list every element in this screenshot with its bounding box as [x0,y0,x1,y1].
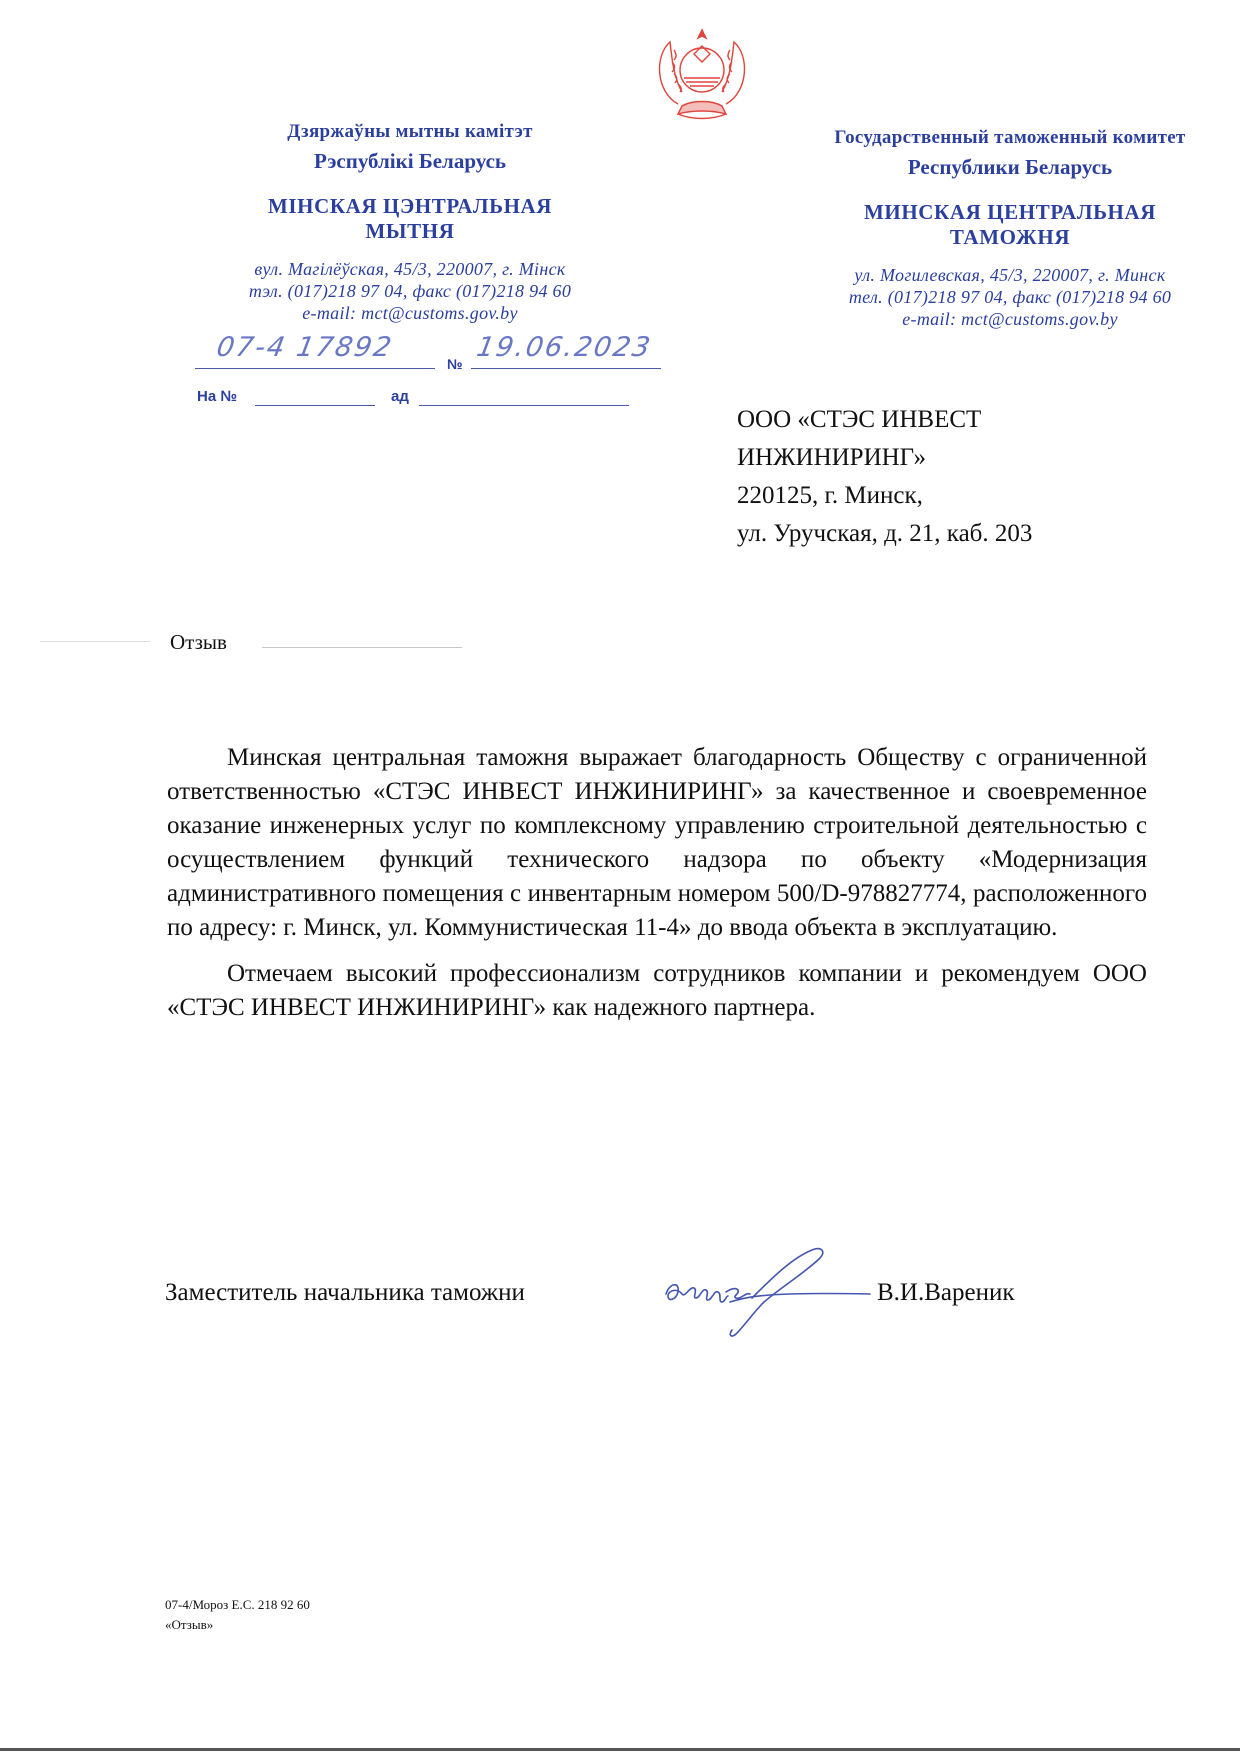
body-paragraph-2: Отмечаем высокий профессионализм сотрудников компании и рекомендуем ООО «СТЭС ИНВЕСТ ИНЖИНИРИНГ» как надежного партнера. [167,960,1147,1021]
signatory-name: В.И.Вареник [877,1279,1015,1306]
footer [165,1595,310,1635]
reference-ad-label: ад [391,388,409,405]
phone-ru: тел. (017)218 97 04, факс (017)218 94 60 [848,287,1172,307]
recipient-line4: ул. Уручская, д. 21, каб. 203 [737,520,1033,547]
coat-of-arms-icon [648,26,756,124]
letterhead-belarusian [190,118,630,324]
scan-mark [40,641,150,642]
outgoing-number-block [195,334,665,374]
address-by: вул. Магілёўская, 45/3, 220007, г. Мінск [254,259,566,279]
outgoing-date: 19.06.2023 [474,332,655,363]
signatory-title: Заместитель начальника таможни [165,1279,525,1306]
document-name: «Отзыв» [165,1617,214,1632]
customs-name-ru-line2: ТАМОЖНЯ [949,225,1071,249]
phone-by: тэл. (017)218 97 04, факс (017)218 94 60 [248,281,572,301]
body-paragraph-1: Минская центральная таможня выражает благодарность Обществу с ограниченной ответственностью «СТЭС ИНВЕСТ ИНЖИНИРИНГ» за качественное и своевременное оказание инженерных услуг по комплексному управлению строительной деятельностью с осуществлением функций технического надзора по объекту «Модернизация административного помещения с инвентарным номером 500/D-978827774, расположенного по адресу: г. Минск, ул. Коммунистическая 11-4» до ввода объекта в эксплуатацию. [167,744,1147,941]
email-by: e-mail: mct@customs.gov.by [302,303,518,323]
subject-underline [262,647,462,648]
reference-na-label: На № [197,388,238,405]
outgoing-number-line [195,368,435,369]
org-name-by: Дзяржаўны мытны камітэт [287,121,533,142]
executor-info: 07-4/Мороз Е.С. 218 92 60 [165,1597,310,1612]
recipient-line2: ИНЖИНИРИНГ» [737,444,927,471]
customs-name-by-line2: МЫТНЯ [365,219,455,243]
email-ru: e-mail: mct@customs.gov.by [902,309,1118,329]
outgoing-number: 07-4 17892 [214,332,396,363]
reference-number-line [255,405,375,406]
recipient-address [737,401,1177,553]
customs-name-ru-line1: МИНСКАЯ ЦЕНТРАЛЬНАЯ [863,200,1157,224]
address-ru: ул. Могилевская, 45/3, 220007, г. Минск [854,265,1166,285]
customs-name-by-line1: МІНСКАЯ ЦЭНТРАЛЬНАЯ [267,194,553,218]
country-name-ru: Республики Беларусь [907,155,1113,179]
outgoing-date-line [471,368,661,369]
number-sign: № [447,356,463,372]
org-name-ru: Государственный таможенный комитет [834,127,1186,148]
letterhead-russian [790,124,1230,330]
recipient-line1: ООО «СТЭС ИНВЕСТ [737,406,982,433]
letter-body [167,741,1147,1025]
scan-edge [0,1748,1240,1751]
reference-block [197,388,637,410]
recipient-line3: 220125, г. Минск, [737,482,923,509]
country-name-by: Рэспублікі Беларусь [313,149,506,173]
reference-date-line [419,405,629,406]
signature-icon [656,1242,876,1342]
subject-heading: Отзыв [170,630,227,654]
